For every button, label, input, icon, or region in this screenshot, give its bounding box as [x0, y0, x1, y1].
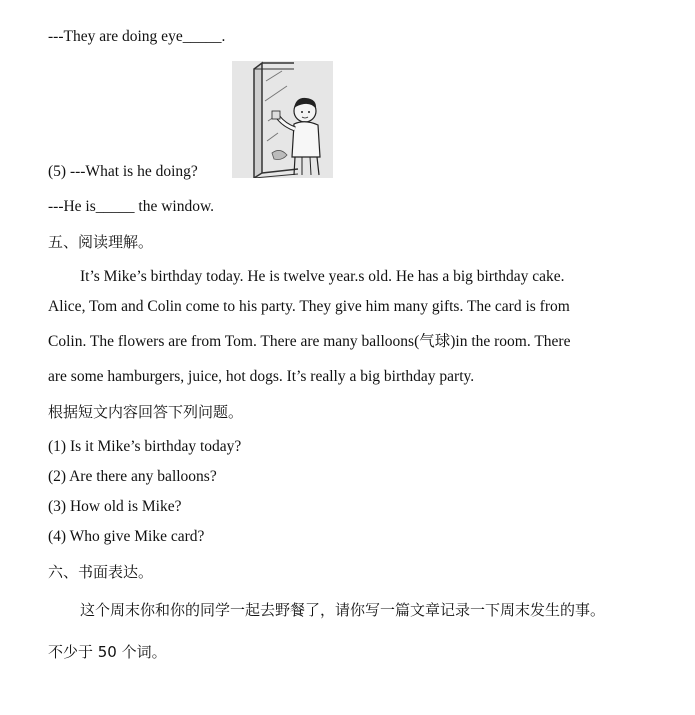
passage-line-2: Alice, Tom and Colin come to his party. They give him many gifts. The card is from [48, 298, 570, 315]
section-6-title: 六、书面表达。 [48, 563, 154, 581]
reading-question-4: (4) Who give Mike card? [48, 528, 205, 545]
writing-prompt-line-2: 不少于 50 个词。 [48, 643, 167, 661]
reading-question-1: (1) Is it Mike’s birthday today? [48, 438, 242, 455]
reading-instruction: 根据短文内容回答下列问题。 [48, 403, 244, 421]
exercise-line-window: ---He is_____ the window. [48, 198, 215, 215]
writing-prompt-line-1: 这个周末你和你的同学一起去野餐了，请你写一篇文章记录一下周末发生的事。 [80, 601, 606, 619]
section-5-title: 五、阅读理解。 [48, 233, 154, 251]
reading-question-2: (2) Are there any balloons? [48, 468, 217, 485]
exercise-line-eyes: ---They are doing eye_____. [48, 28, 226, 45]
passage-line-3: Colin. The flowers are from Tom. There are many balloons(气球)in the room. There [48, 333, 571, 350]
reading-question-3: (3) How old is Mike? [48, 498, 182, 515]
passage-line-1: It’s Mike’s birthday today. He is twelve year.s old. He has a big birthday cake. [80, 268, 565, 285]
boy-cleaning-window-illustration [232, 61, 333, 178]
question-5: (5) ---What is he doing? [48, 163, 198, 180]
passage-line-4: are some hamburgers, juice, hot dogs. It’s really a big birthday party. [48, 368, 475, 385]
